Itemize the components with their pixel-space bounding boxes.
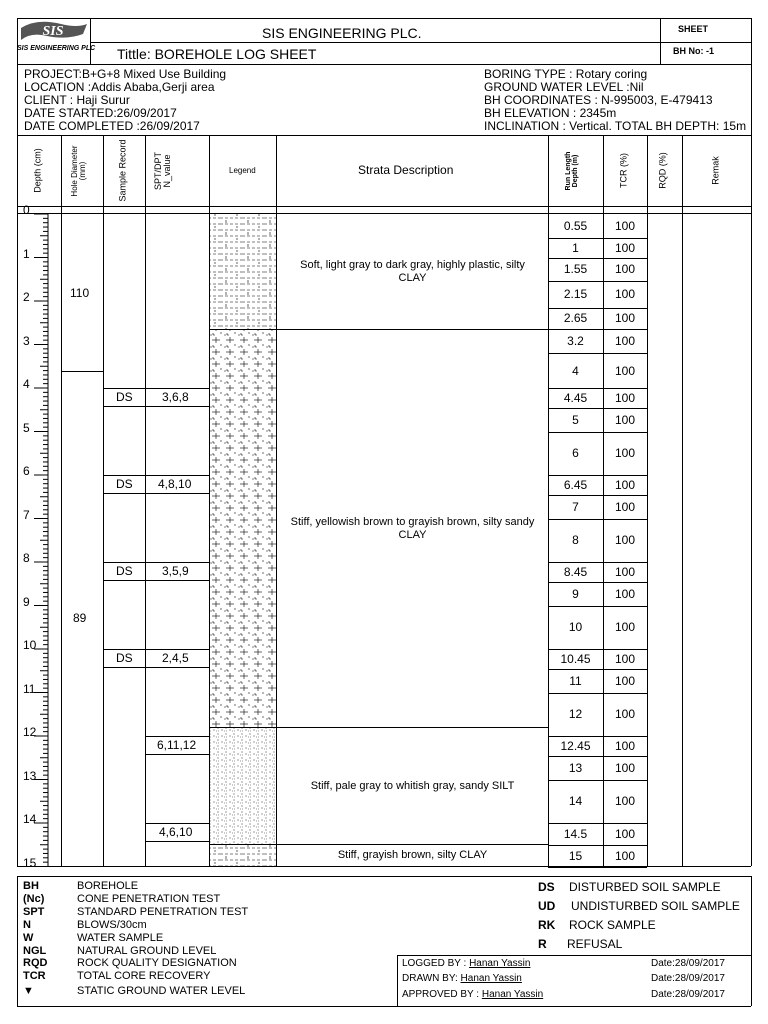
run-tcr: 100	[614, 218, 636, 233]
run-row-divider	[548, 329, 647, 330]
run-depth: 5	[572, 412, 579, 427]
run-depth: 8.45	[563, 564, 588, 579]
run-depth: 9	[572, 586, 579, 601]
boring-type: BORING TYPE : Rotary coring	[484, 67, 648, 81]
run-row-divider	[548, 475, 647, 476]
sample-record: DS	[116, 390, 133, 404]
depth-label: 1	[23, 246, 30, 261]
run-tcr: 100	[614, 564, 636, 579]
run-tcr: 100	[614, 477, 636, 492]
sample-record: DS	[116, 564, 133, 578]
hole-diameter-lower: 89	[73, 611, 87, 625]
spt-value: 3,5,9	[162, 564, 189, 578]
run-row-divider	[548, 519, 647, 520]
ground-water-level: GROUND WATER LEVEL :Nil	[484, 80, 644, 94]
run-depth: 4	[572, 363, 579, 378]
abbrev-value: WATER SAMPLE	[77, 931, 164, 944]
run-depth: 7	[572, 499, 579, 514]
run-row-divider	[548, 281, 647, 282]
run-depth: 6	[572, 446, 579, 461]
run-tcr: 100	[614, 586, 636, 601]
run-row-divider	[548, 736, 647, 737]
run-tcr: 100	[614, 651, 636, 666]
run-depth: 2.65	[563, 311, 588, 326]
bh-elevation: BH ELEVATION : 2345m	[484, 106, 617, 120]
abbrev-value: TOTAL CORE RECOVERY	[77, 970, 211, 983]
depth-label: 10	[23, 638, 37, 652]
abbrev-key: NGL	[23, 944, 47, 957]
abbrev-key: (Nc)	[23, 892, 45, 905]
strata-description: Soft, light gray to dark gray, highly plastic, silty CLAY	[300, 259, 525, 284]
run-tcr: 100	[614, 826, 636, 841]
run-row-divider	[548, 669, 647, 670]
date-started: DATE STARTED:26/09/2017	[24, 106, 177, 120]
col-remark-header: Remak	[710, 156, 721, 185]
logo-subtext: SIS ENGINEERING PLC	[17, 45, 96, 52]
run-tcr: 100	[614, 848, 636, 863]
run-tcr: 100	[614, 311, 636, 326]
spt-value: 6,11,12	[157, 738, 197, 752]
abbrev-value: STANDARD PENETRATION TEST	[77, 905, 249, 918]
run-row-divider	[548, 258, 647, 259]
run-row-divider	[548, 562, 647, 563]
abbrev-value: BOREHOLE	[77, 880, 139, 892]
abbrev-key: TCR	[23, 970, 46, 983]
run-row-divider	[548, 408, 647, 409]
run-tcr: 100	[614, 673, 636, 688]
col-depth-header: Depth (cm)	[32, 148, 43, 193]
abbrev-key: SPT	[23, 905, 45, 918]
depth-label: 9	[23, 594, 30, 609]
run-tcr: 100	[614, 363, 636, 378]
svg-text:SIS: SIS	[42, 24, 64, 39]
run-depth: 12.45	[560, 738, 591, 753]
project-name: PROJECT:B+G+8 Mixed Use Building	[24, 67, 227, 81]
depth-label: 14	[23, 812, 37, 826]
sample-type-key: UD	[538, 899, 556, 913]
depth-label: 6	[23, 464, 30, 478]
bh-coordinates: BH COORDINATES : N-995003, E-479413	[484, 93, 713, 107]
run-depth: 1	[572, 240, 579, 255]
abbrev-key: W	[23, 931, 34, 944]
run-tcr: 100	[614, 533, 636, 548]
run-depth: 3.2	[567, 334, 584, 349]
abbrev-value: CONE PENETRATION TEST	[77, 892, 221, 905]
col-rqd-header: RQD (%)	[657, 152, 668, 189]
run-row-divider	[548, 780, 647, 781]
run-depth: 6.45	[563, 477, 588, 492]
abbrev-key: BH	[23, 880, 39, 892]
run-depth: 14	[568, 794, 583, 809]
run-tcr: 100	[614, 390, 636, 405]
run-tcr: 100	[614, 446, 636, 461]
depth-label: 0	[23, 203, 30, 217]
run-row-divider	[548, 308, 647, 309]
run-tcr: 100	[614, 262, 636, 277]
run-depth: 2.15	[563, 287, 588, 302]
run-depth: 13	[568, 760, 583, 775]
run-depth: 4.45	[563, 390, 588, 405]
abbrev-key: N	[23, 918, 31, 931]
run-row-divider	[548, 238, 647, 239]
sample-type-key: RK	[538, 918, 556, 932]
col-legend-header: Legend	[229, 166, 256, 175]
col-tcr-header: TCR (%)	[618, 153, 629, 188]
run-row-divider	[548, 693, 647, 694]
run-depth: 8	[572, 533, 579, 548]
signoff-logged-date: Date:28/09/2017	[651, 958, 725, 969]
signoff-logged: LOGGED BY : Hanan Yassin	[402, 958, 531, 969]
company-name: SIS ENGINEERING PLC.	[262, 25, 422, 41]
run-tcr: 100	[614, 707, 636, 722]
run-tcr: 100	[614, 760, 636, 775]
project-location: LOCATION :Addis Ababa,Gerji area	[24, 80, 215, 94]
date-completed: DATE COMPLETED :26/09/2017	[24, 119, 200, 133]
bh-number: BH No: -1	[673, 46, 714, 56]
run-row-divider	[548, 582, 647, 583]
spt-value: 2,4,5	[162, 651, 189, 665]
run-tcr: 100	[614, 620, 636, 635]
run-tcr: 100	[614, 738, 636, 753]
col-spt-header: SPT/DPT N_value	[153, 152, 172, 191]
strata-description: Stiff, yellowish brown to grayish brown, silty sandy CLAY	[290, 516, 535, 541]
depth-label: 4	[23, 377, 30, 391]
sample-type-value: UNDISTURBED SOIL SAMPLE	[571, 899, 740, 913]
depth-label: 15	[23, 855, 37, 870]
signoff-drawn-date: Date:28/09/2017	[651, 973, 725, 984]
run-row-divider	[548, 606, 647, 607]
run-depth: 12	[568, 707, 583, 722]
run-tcr: 100	[614, 794, 636, 809]
signoff-approved-date: Date:28/09/2017	[651, 989, 725, 1000]
sample-type-value: DISTURBED SOIL SAMPLE	[569, 880, 721, 894]
run-tcr: 100	[614, 499, 636, 514]
col-hole-diameter-header: Hole Diameter (mm)	[70, 145, 87, 197]
depth-label: 5	[23, 420, 30, 435]
inclination-depth: INCLINATION : Vertical. TOTAL BH DEPTH: 15m	[484, 119, 747, 133]
run-row-divider	[548, 432, 647, 433]
sample-type-value: REFUSAL	[567, 937, 623, 951]
abbrev-value: ROCK QUALITY DESIGNATION	[77, 957, 237, 970]
spt-value: 3,6,8	[162, 390, 189, 404]
strata-description: Stiff, pale gray to whitish gray, sandy SILT	[310, 780, 515, 792]
col-run-length-header: Run Length Depth (m)	[565, 151, 579, 191]
abbrev-value: NATURAL GROUND LEVEL	[77, 944, 217, 957]
abbrev-value: BLOWS/30cm	[77, 918, 147, 931]
run-row-divider	[548, 823, 647, 824]
depth-label: 13	[23, 768, 37, 783]
run-depth: 0.55	[563, 218, 588, 233]
water-level-icon: ▼	[23, 985, 34, 998]
depth-label: 12	[23, 725, 37, 739]
run-tcr: 100	[614, 287, 636, 302]
hole-diameter-upper: 110	[70, 286, 90, 300]
spt-value: 4,8,10	[158, 477, 192, 491]
depth-label: 3	[23, 333, 30, 348]
sample-type-key: DS	[538, 880, 555, 894]
sample-record: DS	[116, 651, 133, 665]
signoff-approved: APPROVED BY : Hanan Yassin	[402, 989, 544, 1000]
run-tcr: 100	[614, 334, 636, 349]
run-tcr: 100	[614, 240, 636, 255]
document-title: Tittle: BOREHOLE LOG SHEET	[117, 46, 317, 62]
run-tcr: 100	[614, 412, 636, 427]
sample-record: DS	[116, 477, 133, 491]
depth-label: 7	[23, 507, 30, 522]
col-strata-header: Strata Description	[358, 163, 454, 177]
run-row-divider	[548, 649, 647, 650]
depth-label: 2	[23, 290, 30, 304]
run-depth: 10	[568, 620, 583, 635]
spt-value: 4,6,10	[159, 825, 193, 839]
run-row-divider	[548, 845, 647, 846]
run-depth: 10.45	[560, 651, 591, 666]
run-row-divider	[548, 756, 647, 757]
abbrev-value: STATIC GROUND WATER LEVEL	[77, 985, 246, 998]
depth-label: 11	[23, 681, 36, 696]
run-depth: 15	[568, 848, 583, 863]
run-depth: 14.5	[563, 826, 588, 841]
sample-type-value: ROCK SAMPLE	[569, 918, 656, 932]
sample-type-key: R	[538, 937, 547, 951]
run-row-divider	[548, 353, 647, 354]
run-row-divider	[548, 495, 647, 496]
abbrev-key: RQD	[23, 957, 48, 970]
strata-description: Stiff, grayish brown, silty CLAY	[337, 849, 488, 861]
run-depth: 11	[569, 673, 582, 688]
project-client: CLIENT : Haji Surur	[24, 93, 130, 107]
run-depth: 1.55	[563, 262, 588, 277]
depth-label: 8	[23, 551, 30, 565]
signoff-drawn: DRAWN BY: Hanan Yassin	[402, 973, 522, 984]
sheet-label: SHEET	[678, 24, 709, 34]
col-sample-record-header: Sample Record	[117, 139, 128, 202]
run-row-divider	[548, 388, 647, 389]
